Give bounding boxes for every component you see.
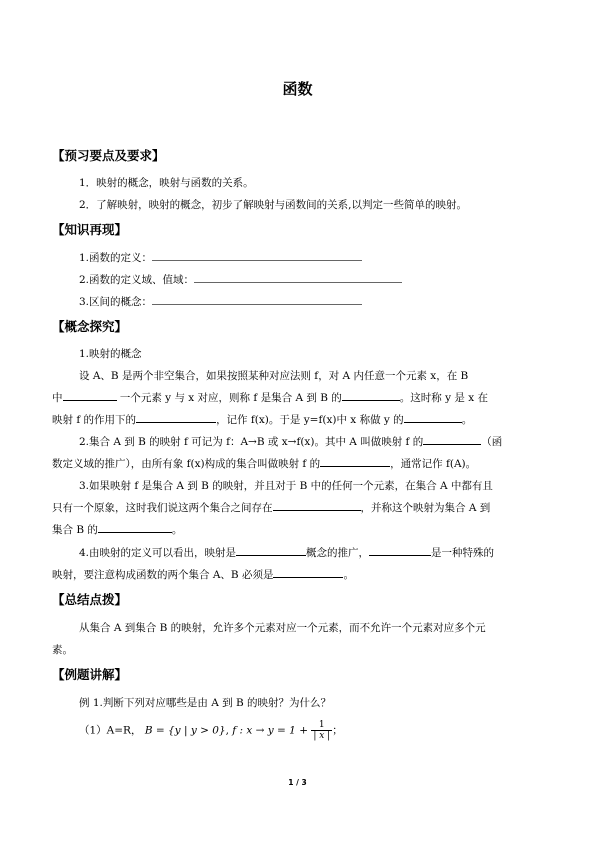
text-fragment: 。 — [343, 569, 354, 581]
text-fragment: ，通常记作 f(A)。 — [390, 458, 477, 470]
text-fragment: 映射，要注意构成函数的两个集合 A、B 必须是 — [52, 569, 274, 581]
section-heading-concept: 【概念探究】 — [52, 319, 128, 334]
preview-item-2: 2．了解映射，映射的概念，初步了解映射与函数间的关系,以判定一些简单的映射。 — [79, 199, 468, 211]
fill-blank — [98, 522, 172, 533]
text-fragment: 4.由映射的定义可以看出，映射是 — [79, 547, 237, 559]
fill-blank — [236, 545, 306, 556]
example-1-prompt: 例 1.判断下列对应哪些是由 A 到 B 的映射？为什么？ — [79, 697, 332, 709]
knowledge-item-2-label: 2.函数的定义域、值域： — [79, 274, 195, 286]
fill-blank — [423, 434, 481, 445]
text-fragment: （1）A=R， — [79, 724, 142, 737]
fill-blank — [136, 412, 216, 423]
section-heading-summary: 【总结点拨】 — [52, 592, 128, 607]
knowledge-blank-2 — [194, 272, 402, 283]
text-fragment: 。这时称 y 是 x 在 — [399, 392, 488, 404]
concept-p1-line3 — [52, 412, 472, 427]
page-title: 函数 — [282, 80, 313, 98]
text-fragment: 集合 B 的 — [52, 524, 98, 536]
fill-blank — [369, 545, 431, 556]
summary-line2: 素。 — [52, 644, 73, 656]
text-fragment: 是一种特殊的 — [431, 547, 495, 559]
set-expression: B = {y | y > 0} — [144, 724, 226, 737]
text-fragment: 概念的推广， — [306, 547, 370, 559]
knowledge-item-1 — [79, 250, 362, 265]
fraction — [311, 720, 332, 741]
knowledge-item-1-label: 1.函数的定义： — [79, 252, 153, 264]
fill-blank — [273, 500, 361, 511]
knowledge-item-2 — [79, 272, 402, 287]
concept-p3-line3 — [52, 522, 182, 537]
concept-p1-line2 — [52, 390, 488, 405]
knowledge-blank-3 — [152, 294, 362, 305]
text-fragment: 2.集合 A 到 B 的映射 f 可记为 f：A→B 或 x→f(x)。其中 A 叫做映射 f 的 — [79, 436, 424, 448]
concept-p2-line2 — [52, 456, 476, 471]
text-fragment: ，并称这个映射为集合 A 到 — [360, 502, 491, 514]
concept-p4-line2 — [52, 567, 354, 582]
example-1-item-1: （1）A=R， B = {y | y > 0}, f : x → y = 1 + $\frac{1}{| x |}$ ； — [79, 720, 343, 741]
text-fragment: 只有一个原象，这时我们说这两个集合之间存在 — [52, 502, 273, 514]
concept-p3-line2 — [52, 500, 490, 515]
knowledge-item-3-label: 3.区间的概念： — [79, 296, 153, 308]
concept-p4-line1 — [79, 545, 494, 560]
concept-subtitle: 1.映射的概念 — [79, 348, 142, 360]
text-fragment: 映射 f 的作用下的 — [52, 414, 137, 426]
page-number: 1 / 3 — [288, 778, 307, 787]
text-fragment: 。 — [461, 414, 473, 426]
text-fragment: （函 — [481, 436, 503, 448]
fill-blank — [404, 412, 462, 423]
fill-blank — [320, 456, 390, 467]
fraction-numerator: 1 — [311, 720, 332, 731]
text-fragment: ，记作 f(x)。于是 y=f(x)中 x 称做 y 的 — [216, 414, 404, 426]
text-fragment: ； — [332, 724, 343, 737]
text-fragment: 数定义域的推广），由所有象 f(x)构成的集合叫做映射 f 的 — [52, 458, 321, 470]
concept-p3-line1: 3.如果映射 f 是集合 A 到 B 的映射，并且对于 B 中的任何一个元素，在集合 A 中都有且 — [79, 480, 493, 492]
text-fragment: 中 — [52, 392, 63, 404]
knowledge-item-3 — [79, 294, 362, 309]
knowledge-blank-1 — [152, 250, 362, 261]
summary-line1: 从集合 A 到集合 B 的映射，允许多个元素对应一个元素，而不允许一个元素对应多个元 — [79, 622, 486, 634]
fill-blank — [63, 390, 117, 401]
text-fragment: 。 — [171, 524, 183, 536]
section-heading-examples: 【例题讲解】 — [52, 667, 128, 682]
section-heading-preview: 【预习要点及要求】 — [52, 148, 165, 163]
section-heading-knowledge: 【知识再现】 — [52, 222, 128, 237]
fill-blank — [342, 390, 400, 401]
concept-p1-line1: 设 A、B 是两个非空集合，如果按照某种对应法则 f，对 A 内任意一个元素 x，在 B — [79, 370, 469, 382]
fill-blank — [273, 567, 343, 578]
text-fragment: 一个元素 y 与 x 对应，则称 f 是集合 A 到 B 的 — [119, 392, 342, 404]
concept-p2-line1 — [79, 434, 502, 449]
preview-item-1: 1．映射的概念，映射与函数的关系。 — [79, 177, 254, 189]
mapping-expression: f : x → y = 1 + — [232, 724, 308, 737]
fraction-denominator: | x | — [313, 731, 331, 741]
